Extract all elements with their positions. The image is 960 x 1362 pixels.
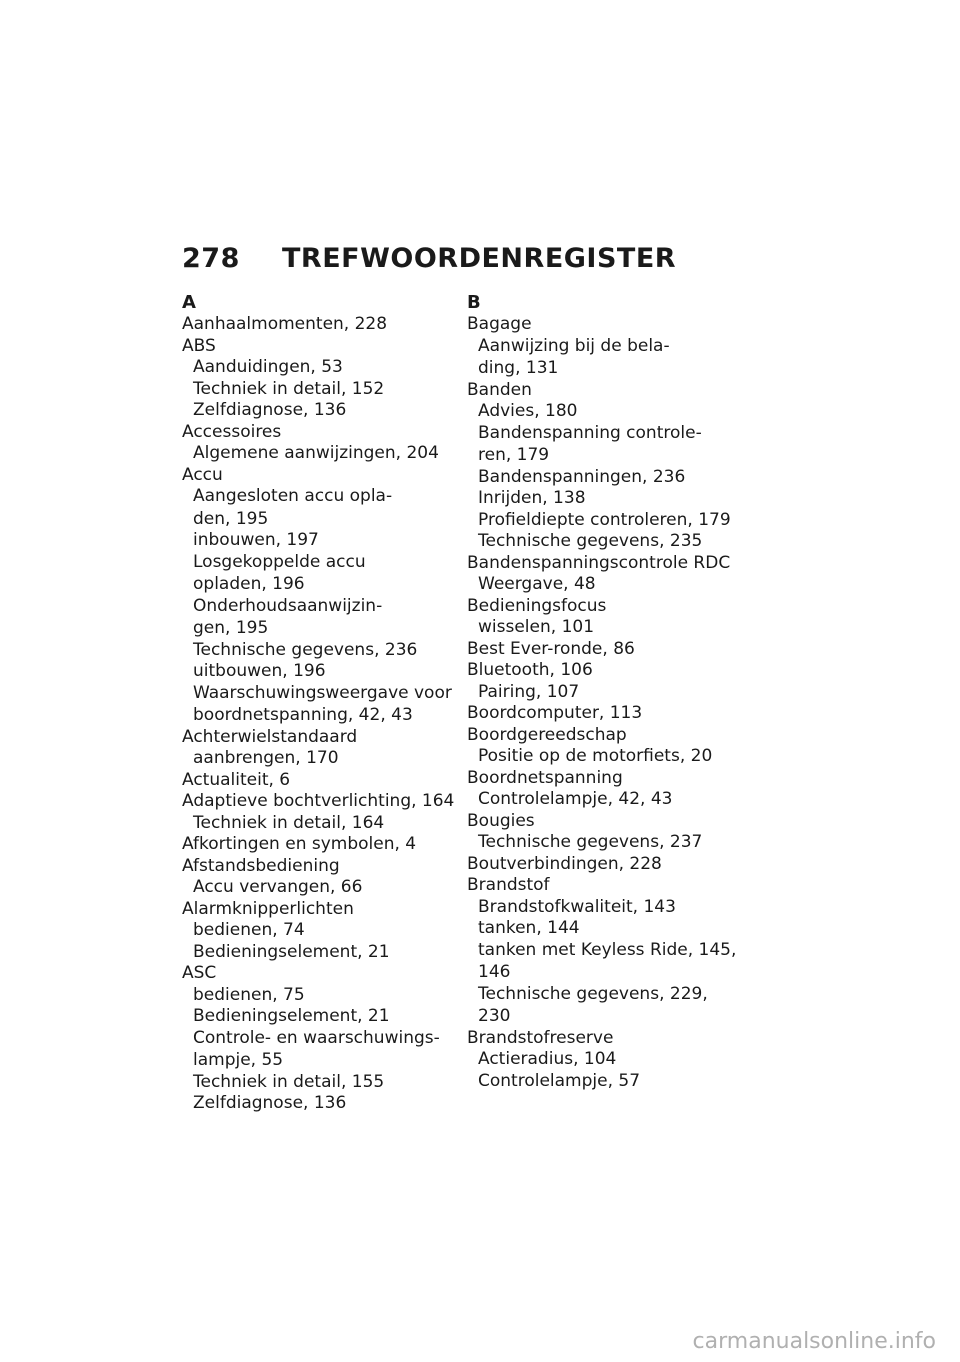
index-entry: Boordgereedschap — [467, 724, 627, 745]
index-subentry: Brandstofkwaliteit, 143 — [478, 896, 676, 917]
index-entry: Actualiteit, 6 — [182, 769, 291, 790]
index-entry: ASC — [182, 963, 217, 983]
index-letter-heading: A — [182, 292, 196, 313]
index-entry: Accessoires — [182, 421, 282, 442]
index-subentry: Technische gegevens, 235 — [478, 531, 703, 551]
index-subentry: Profieldiepte controleren, 179 — [478, 509, 731, 530]
index-column-right — [467, 293, 743, 1091]
index-entry: Best Ever-ronde, 86 — [467, 638, 635, 659]
index-subentry: Positie op de motorfiets, 20 — [478, 746, 713, 766]
index-subentry: Actieradius, 104 — [478, 1049, 617, 1069]
index-subentry-continuation: den, 195 — [193, 508, 269, 529]
index-subentry: bedienen, 75 — [193, 984, 305, 1005]
index-subentry: Technische gegevens, 237 — [478, 832, 703, 852]
index-entry: Afkortingen en symbolen, 4 — [182, 834, 417, 854]
index-subentry: Bandenspanningen, 236 — [478, 466, 686, 487]
index-subentry: Onderhoudsaanwijzin- — [193, 595, 383, 616]
index-subentry: Controlelampje, 42, 43 — [478, 789, 673, 809]
index-subentry: Bedieningselement, 21 — [193, 1006, 390, 1026]
index-subentry: Techniek in detail, 152 — [193, 378, 385, 399]
index-entry: Aanhaalmomenten, 228 — [182, 314, 388, 334]
index-subentry: Techniek in detail, 155 — [193, 1071, 385, 1092]
index-subentry: tanken met Keyless Ride, 145, — [478, 939, 737, 960]
index-subentry: Controle- en waarschuwings- — [193, 1027, 440, 1048]
index-entry: Brandstofreserve — [467, 1027, 614, 1048]
index-subentry: Technische gegevens, 229, — [478, 983, 708, 1004]
index-entry: Boordnetspanning — [467, 767, 623, 788]
index-subentry: Advies, 180 — [478, 401, 578, 421]
index-subentry: Bandenspanning controle- — [478, 422, 702, 443]
index-entry: Accu — [182, 464, 223, 485]
index-subentry: inbouwen, 197 — [193, 530, 319, 550]
index-subentry: Weergave, 48 — [478, 574, 596, 594]
index-subentry: Zelfdiagnose, 136 — [193, 400, 347, 420]
index-subentry: Aangesloten accu opla- — [193, 486, 393, 506]
index-subentry: Accu vervangen, 66 — [193, 877, 363, 897]
index-subentry: Techniek in detail, 164 — [193, 812, 385, 833]
index-entry: Bandenspanningscontrole RDC — [467, 552, 731, 573]
index-entry: Bagage — [467, 314, 532, 334]
index-subentry-continuation: boordnetspanning, 42, 43 — [193, 705, 413, 725]
index-subentry: Pairing, 107 — [478, 681, 580, 702]
index-entry: Bougies — [467, 810, 535, 831]
watermark: carmanualsonline.info — [692, 1329, 936, 1354]
page-header — [182, 243, 676, 274]
index-subentry: Aanduidingen, 53 — [193, 357, 343, 377]
index-subentry: aanbrengen, 170 — [193, 748, 339, 768]
index-subentry-continuation: opladen, 196 — [193, 574, 305, 594]
index-subentry-continuation: ren, 179 — [478, 445, 550, 465]
index-entry: ABS — [182, 335, 216, 356]
index-subentry-continuation: 230 — [478, 1006, 511, 1026]
index-subentry: bedienen, 74 — [193, 920, 305, 940]
page-title: TREFWOORDENREGISTER — [282, 243, 677, 274]
index-subentry-continuation: 146 — [478, 962, 511, 982]
index-entry: Adaptieve bochtverlichting, 164 — [182, 791, 455, 811]
index-subentry: wisselen, 101 — [478, 617, 595, 637]
index-entry: Banden — [467, 379, 532, 400]
page-number: 278 — [182, 243, 240, 274]
index-subentry: Algemene aanwijzingen, 204 — [193, 443, 439, 463]
index-subentry: Controlelampje, 57 — [478, 1070, 641, 1091]
index-subentry: Zelfdiagnose, 136 — [193, 1093, 347, 1113]
index-subentry: Waarschuwingsweergave voor — [193, 682, 452, 703]
index-entries-right — [467, 314, 743, 1091]
index-subentry: Technische gegevens, 236 — [193, 639, 418, 660]
index-column-left — [182, 293, 458, 1114]
index-subentry: Inrijden, 138 — [478, 488, 586, 508]
index-entry: Brandstof — [467, 875, 550, 895]
index-subentry-continuation: gen, 195 — [193, 618, 269, 638]
index-entry: Bluetooth, 106 — [467, 660, 593, 680]
index-subentry: Bedieningselement, 21 — [193, 941, 390, 962]
index-entry: Boordcomputer, 113 — [467, 703, 643, 723]
index-entry: Alarmknipperlichten — [182, 898, 354, 919]
index-subentry: tanken, 144 — [478, 918, 580, 938]
index-entry: Afstandsbediening — [182, 855, 340, 876]
index-entry: Boutverbindingen, 228 — [467, 853, 662, 874]
index-letter-heading: B — [467, 292, 481, 313]
index-subentry-continuation: ding, 131 — [478, 358, 559, 378]
index-entry: Achterwielstandaard — [182, 726, 358, 747]
index-subentry-continuation: lampje, 55 — [193, 1050, 284, 1070]
index-entry: Bedieningsfocus — [467, 595, 607, 616]
index-subentry: Aanwijzing bij de bela- — [478, 335, 670, 356]
index-subentry: Losgekoppelde accu — [193, 551, 366, 572]
index-subentry: uitbouwen, 196 — [193, 661, 326, 681]
index-entries-left — [182, 314, 458, 1114]
